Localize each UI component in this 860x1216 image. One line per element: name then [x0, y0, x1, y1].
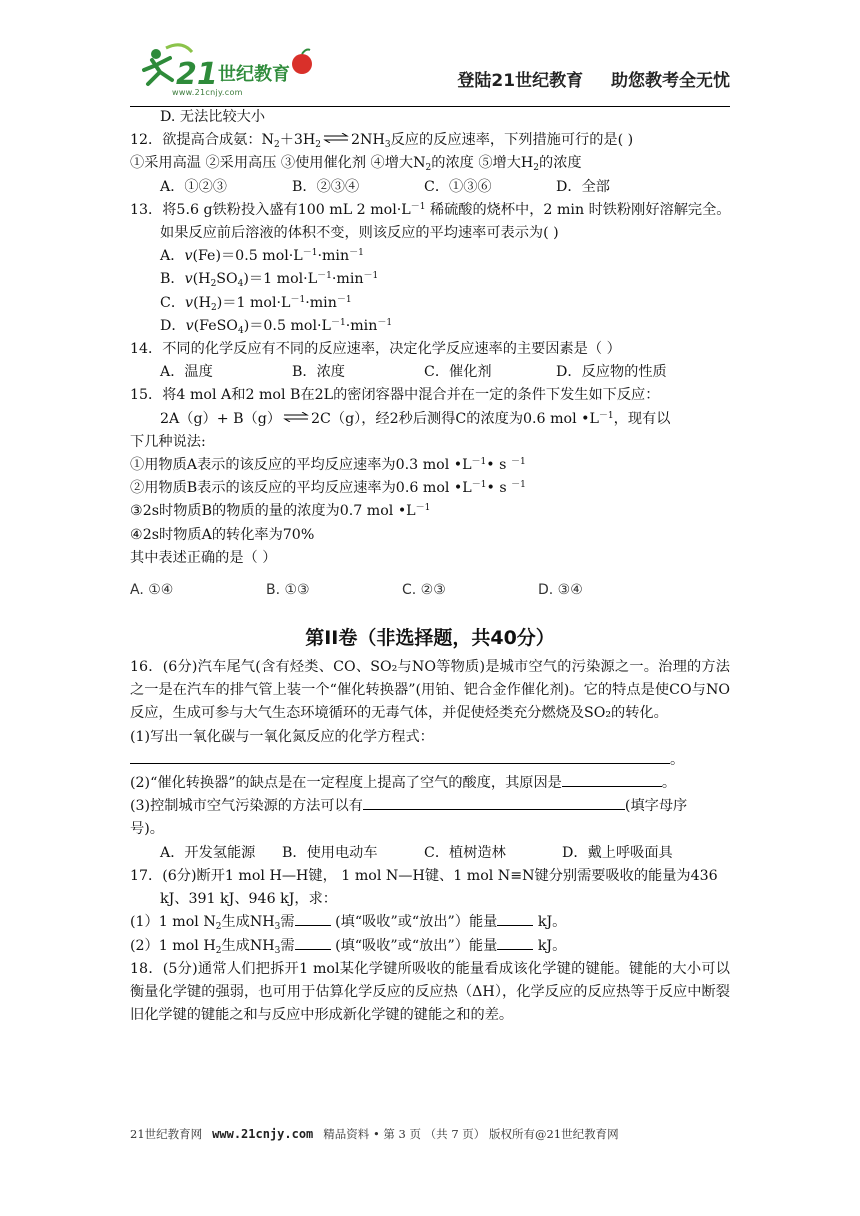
- header-slogan: [435, 66, 730, 91]
- q13-option-b: B．$v(H_2SO_4)=1$ $mol\cdot L^{-1}\cdot\min^{-1}$: [160, 271, 379, 290]
- q17-part-1: (1）1 mol $N_2$生成$NH_3$需 (填“吸收”或“放出”）能量 kJ。: [130, 911, 730, 934]
- page-footer: [130, 1126, 730, 1142]
- q15-option-c: C. ②③: [402, 582, 446, 599]
- section-2-title: 第II卷（非选择题，共40分）: [305, 627, 555, 650]
- q16-paragraph: 16．(6分)汽车尾气(含有烃类、CO、SO₂与NO等物质)是城市空气的污染源之一。治理的方法之一是在汽车的排气管上装一个“催化转换器”(用铂、钯合金作催化剂)。它的特点是使CO与NO反应，生成可参与大气生态环境循环的无毒气体，并促使烃类充分燃烧及SO₂的转化。: [130, 659, 730, 722]
- q16-part-3: (3)控制城市空气污染源的方法可以有 (填字母序: [130, 795, 730, 818]
- q12-option-a: A．①②③: [160, 178, 227, 195]
- q16-option-d: D．戴上呼吸面具: [562, 844, 673, 861]
- answer-blank: [130, 749, 670, 764]
- q16-option-a: A．开发氢能源: [160, 844, 256, 861]
- q15-options: [130, 578, 730, 602]
- footer-info: 精品资料 • 第 3 页 （共 7 页） 版权所有@21世纪教育网: [323, 1127, 619, 1141]
- q11-option-d: D. 无法比较大小: [160, 109, 266, 125]
- q16-options: [130, 842, 730, 865]
- q18-paragraph: 18．(5分)通常人们把拆开1 mol某化学键所吸收的能量看成该化学键的键能。键能的大小可以衡量化学键的强弱，也可用于估算化学反应的反应热（ΔH），化学反应的反应热等于反应中断裂旧化学键的键能之和与反应中形成新化学键的键能之和的差。: [130, 960, 730, 1024]
- q16-part-1-answer: 。: [130, 749, 730, 772]
- q12-options: [130, 176, 730, 199]
- q16-part-2: (2)“催化转换器”的缺点是在一定程度上提高了空气的酸度，其原因是 。: [130, 772, 730, 795]
- q12-option-c: C．①③⑥: [424, 178, 492, 195]
- q12-measures: ①采用高温 ②采用高压 ③使用催化剂 ④增大$N_2$的浓度 ⑤增大$H_2$的浓度: [130, 155, 582, 174]
- reversible-arrow-icon: [283, 412, 309, 422]
- q15-option-d: D. ③④: [538, 582, 583, 599]
- q13-stem-line1: 13．将5.6 g铁粉投入盛有100 mL 2 $mol\cdot L^{-1}$ 稀硫酸的烧杯中，2 min 时铁粉刚好溶解完全。: [130, 201, 731, 218]
- q15-option-b: B. ①③: [266, 582, 310, 599]
- q17-stem-line2: kJ、391 kJ、946 kJ，求：: [160, 891, 337, 908]
- q13-stem-line2: 如果反应前后溶液的体积不变，则该反应的平均速率可表示为( ): [160, 225, 559, 242]
- slogan-right: 助您教考全无忧: [611, 71, 730, 91]
- q17-part-2: (2）1 mol $H_2$生成$NH_3$需 (填“吸收”或“放出”）能量 kJ。: [130, 935, 730, 958]
- answer-blank: [295, 911, 331, 926]
- q13-option-a: A．v(Fe)＝0.5 $mol\cdot L^{-1}\cdot\min^{-1}$: [160, 248, 364, 265]
- footer-site: 21世纪教育网: [130, 1127, 203, 1141]
- q15-statement-1: ①用物质A表示的该反应的平均反应速率为0.3 mol $•L^{-1}•$ s $^{-1}$: [130, 457, 526, 474]
- q14-option-d: D．反应物的性质: [556, 364, 667, 381]
- q15-ask: 其中表述正确的是（ ）: [130, 549, 277, 566]
- page-content: [130, 106, 730, 1027]
- q15-statement-4: ④2s时物质A的转化率为70%: [130, 526, 315, 543]
- q15-statement-2: ②用物质B表示的该反应的平均反应速率为0.6 mol $•L^{-1}•$ s $^{-1}$: [130, 480, 526, 497]
- q12-option-b: B．②③④: [292, 178, 360, 195]
- q15-stem-line1: 15．将4 mol A和2 mol B在2L的密闭容器中混合并在一定的条件下发生如下反应：: [130, 387, 660, 404]
- q15-stem-line2: 2A（g）+ B（g） 2C（g），经2秒后测得C的浓度为0.6 mol $•L^{-1}$，现有以: [160, 410, 671, 427]
- q14-option-c: C．催化剂: [424, 364, 492, 381]
- q15-statement-3: ③2s时物质B的物质的量的浓度为0.7 mol $•L^{-1}$: [130, 503, 431, 520]
- svg-text:21: 21: [176, 57, 218, 92]
- q16-option-b: B．使用电动车: [282, 844, 378, 861]
- answer-blank: [497, 911, 533, 926]
- footer-url[interactable]: www.21cnjy.com: [212, 1127, 314, 1141]
- q14-stem: 14．不同的化学反应有不同的反应速率，决定化学反应速率的主要因素是（ ）: [130, 341, 621, 358]
- q16-part-1: (1)写出一氧化碳与一氧化氮反应的化学方程式：: [130, 728, 434, 745]
- answer-blank: [363, 795, 625, 810]
- q14-options: [130, 361, 730, 384]
- reversible-arrow-icon: [323, 133, 349, 143]
- q12-stem: 12．欲提高合成氨：$N_2+3H_2$ $2NH_3$反应的反应速率，下列措施可行的是( ): [130, 132, 634, 151]
- answer-blank: [295, 935, 331, 950]
- svg-text:世纪教育: 世纪教育: [218, 64, 290, 85]
- q14-option-b: B．浓度: [292, 364, 345, 381]
- logo-url-text: www.21cnjy.com: [172, 88, 243, 97]
- q15-stem-line3: 下几种说法:: [130, 433, 206, 450]
- q13-option-d: D．v(FeSO$_4$)＝0.5 $mol\cdot L^{-1}\cdot\min^{-1}$: [160, 317, 393, 336]
- q12-option-d: D．全部: [556, 178, 610, 195]
- answer-blank: [497, 935, 533, 950]
- answer-blank: [562, 772, 662, 787]
- q14-option-a: A．温度: [160, 364, 213, 381]
- slogan-left: 登陆21世纪教育: [457, 71, 584, 91]
- q16-option-c: C．植树造林: [424, 844, 506, 861]
- q15-option-a: A. ①④: [130, 582, 174, 599]
- page-header: [130, 36, 730, 108]
- q16-part-3-cont: 号)。: [130, 821, 164, 838]
- q17-stem-line1: 17．(6分)断开1 mol H—H键， 1 mol N—H键、1 mol N≡N键分别需要吸收的能量为436: [130, 867, 718, 884]
- q13-option-c: C．$v(H_2)=1$ $mol\cdot L^{-1}\cdot\min^{-1}$: [160, 294, 352, 313]
